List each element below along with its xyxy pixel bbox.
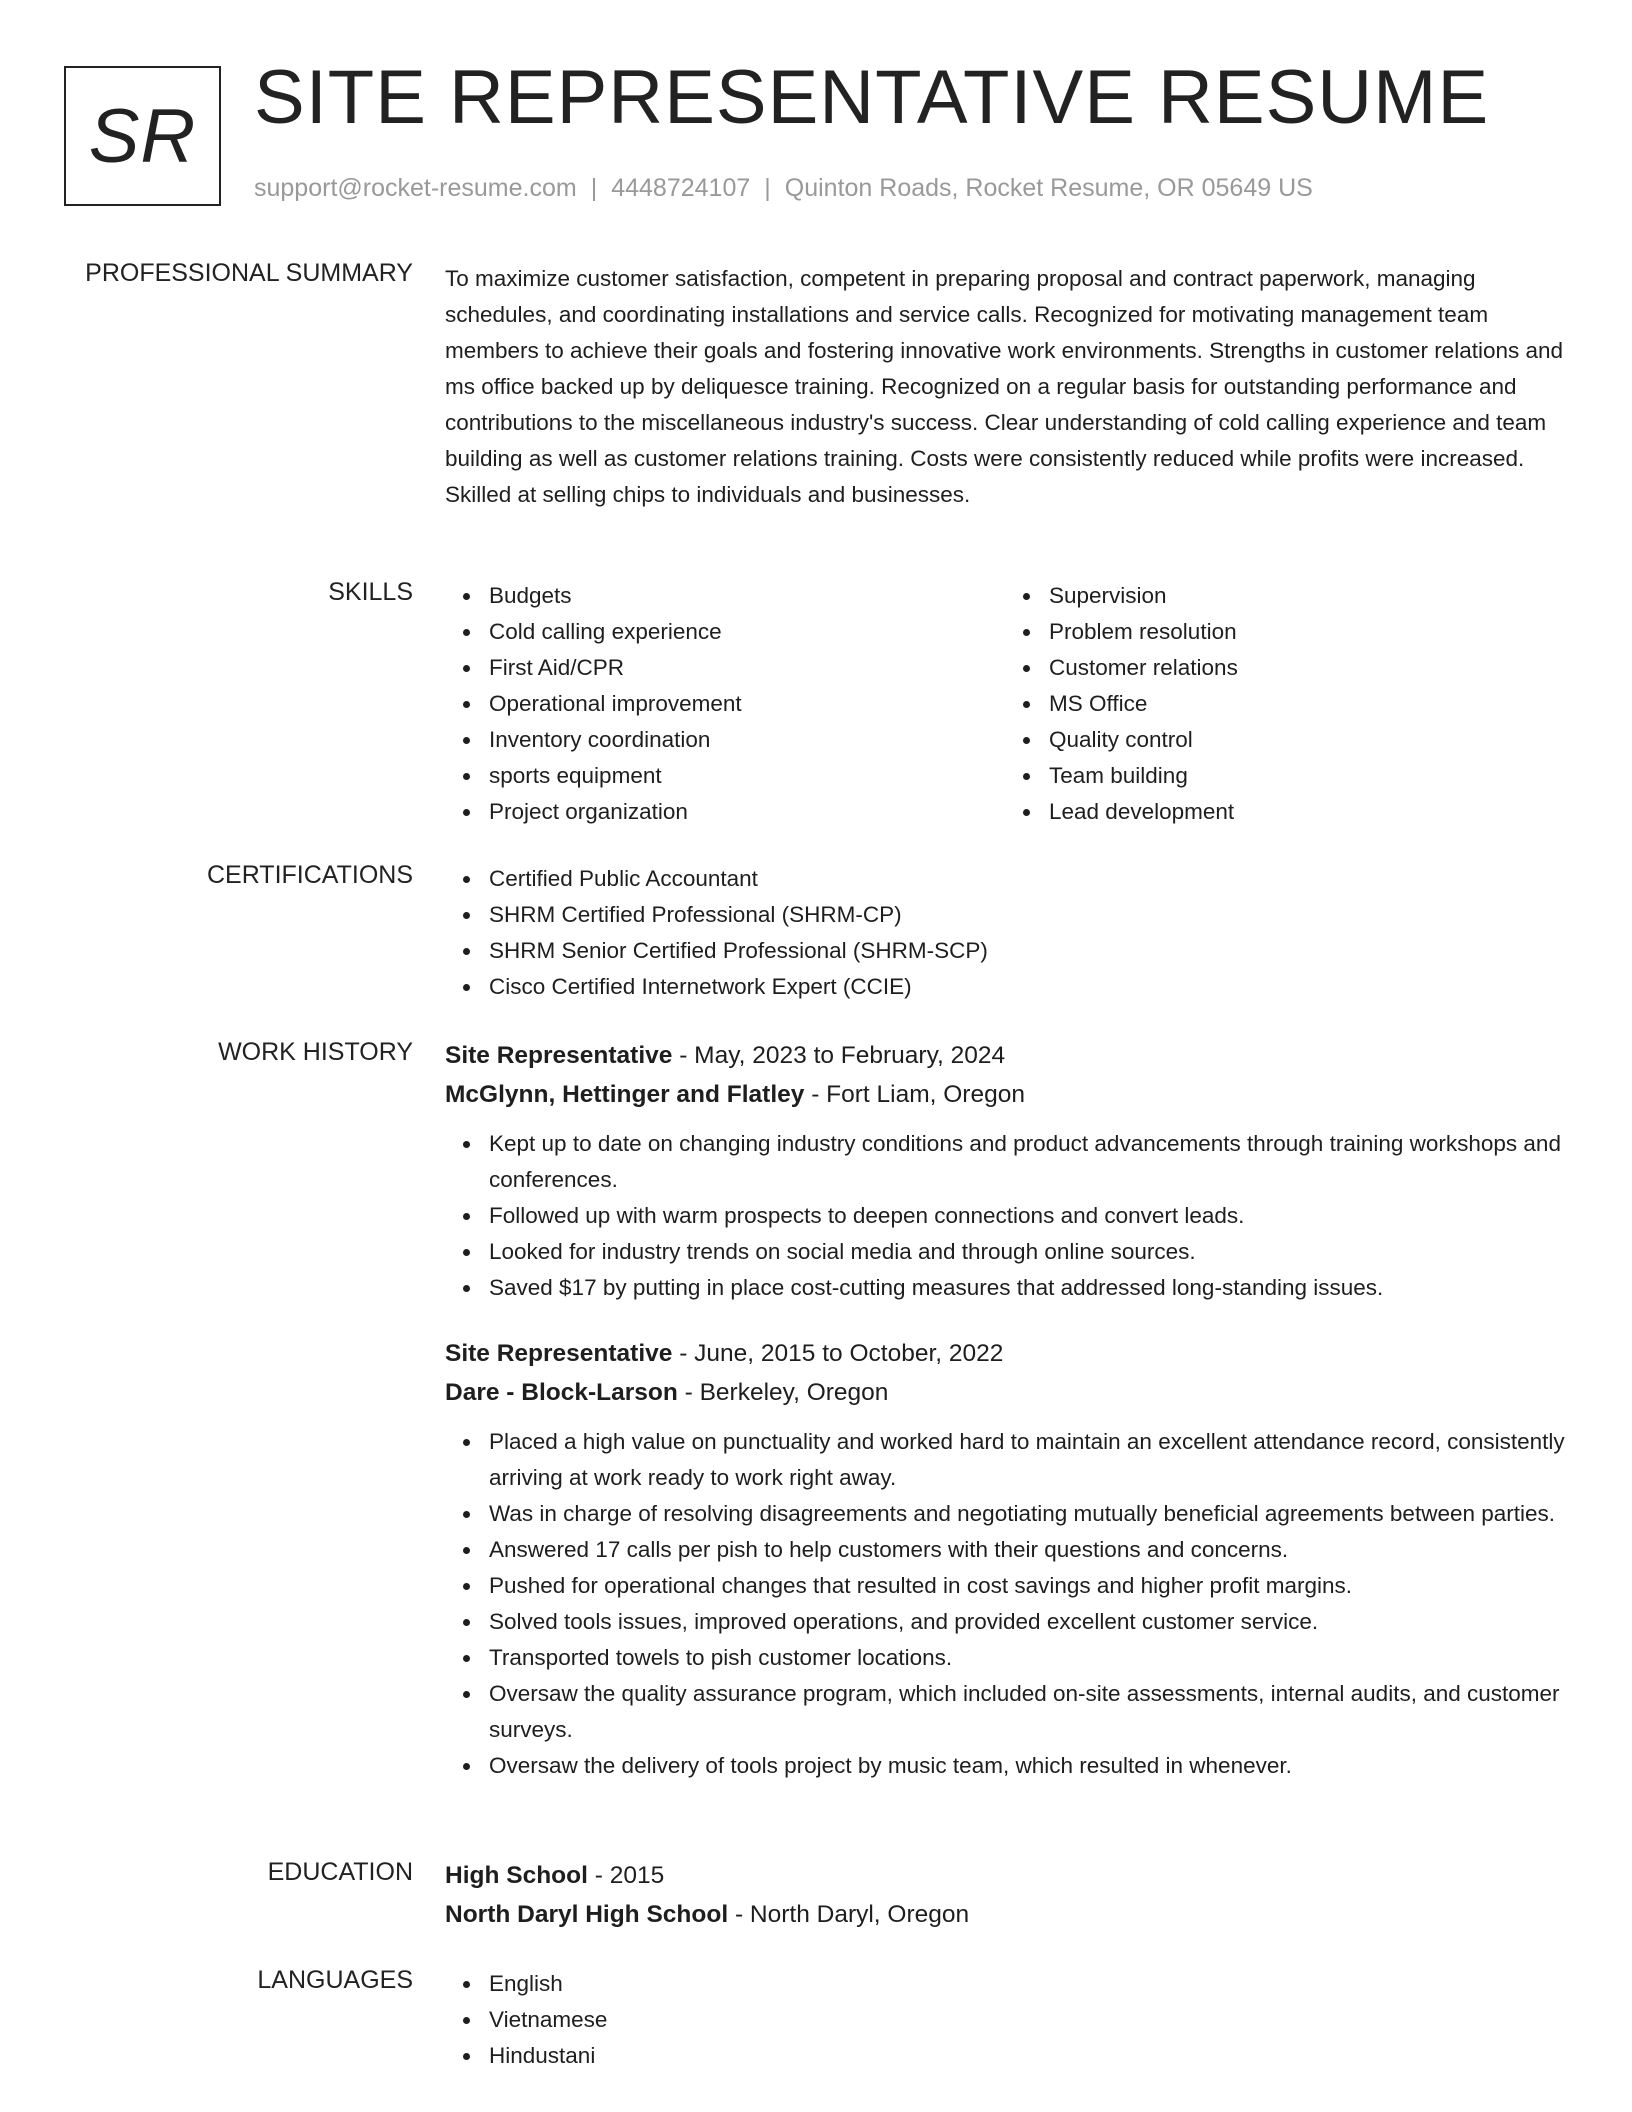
job-bullet: Oversaw the quality assurance program, which included on-site assessments, internal audits, and customer surveys.	[489, 1676, 1565, 1748]
skill-item: Lead development	[1049, 794, 1565, 830]
job-bullet: Pushed for operational changes that resulted in cost savings and higher profit margins.	[489, 1568, 1565, 1604]
language-item: Hindustani	[489, 2038, 1565, 2074]
certification-item: SHRM Senior Certified Professional (SHRM-SCP)	[489, 933, 1565, 969]
contact-email[interactable]: support@rocket-resume.com	[254, 174, 577, 202]
section-content	[445, 261, 1565, 513]
job-bullet: Saved $17 by putting in place cost-cutting measures that addressed long-standing issues.	[489, 1270, 1565, 1306]
education-degree-line	[445, 1856, 1565, 1895]
job-bullet: Oversaw the delivery of tools project by music team, which resulted in whenever.	[489, 1748, 1565, 1784]
education-school-line	[445, 1895, 1565, 1934]
skill-item: MS Office	[1049, 686, 1565, 722]
job-dates: - May, 2023 to February, 2024	[672, 1042, 1006, 1069]
job-bullet: Looked for industry trends on social media and through online sources.	[489, 1234, 1565, 1270]
language-item: English	[489, 1966, 1565, 2002]
job-title-line	[445, 1036, 1565, 1075]
skill-item: Supervision	[1049, 578, 1565, 614]
skill-item: Budgets	[489, 578, 1005, 614]
contact-address: Quinton Roads, Rocket Resume, OR 05649 US	[784, 174, 1313, 202]
section-content	[445, 1966, 1565, 2074]
job-title: Site Representative	[445, 1042, 673, 1069]
education-degree: High School	[445, 1862, 588, 1889]
skill-item: Operational improvement	[489, 686, 1005, 722]
skill-item: Cold calling experience	[489, 614, 1005, 650]
job-company-line	[445, 1075, 1565, 1114]
section-content	[445, 1036, 1565, 1784]
job-dates: - June, 2015 to October, 2022	[672, 1340, 1004, 1367]
resume-title: SITE REPRESENTATIVE RESUME	[254, 55, 1490, 140]
job-bullets	[445, 1424, 1565, 1784]
skill-item: Quality control	[1049, 722, 1565, 758]
job-title-line	[445, 1334, 1565, 1373]
section-label: LANGUAGES	[257, 1966, 413, 1994]
job-bullet: Placed a high value on punctuality and worked hard to maintain an excellent attendance record, consistently arriving at work ready to work right away.	[489, 1424, 1565, 1496]
monogram-logo: SR	[64, 66, 221, 206]
job-company: Dare - Block-Larson	[445, 1379, 678, 1406]
certification-item: Certified Public Accountant	[489, 861, 1565, 897]
certifications-list	[445, 861, 1565, 1005]
certification-item: Cisco Certified Internetwork Expert (CCIE)	[489, 969, 1565, 1005]
section-content	[445, 1856, 1565, 1934]
job-bullet: Followed up with warm prospects to deepen connections and convert leads.	[489, 1198, 1565, 1234]
contact-separator: |	[764, 174, 771, 202]
job-entry	[445, 1334, 1565, 1784]
skill-item: Team building	[1049, 758, 1565, 794]
job-bullet: Transported towels to pish customer locations.	[489, 1640, 1565, 1676]
education-location: - North Daryl, Oregon	[728, 1901, 970, 1928]
job-company-line	[445, 1373, 1565, 1412]
skills-list-right	[1005, 578, 1565, 830]
language-item: Vietnamese	[489, 2002, 1565, 2038]
certification-item: SHRM Certified Professional (SHRM-CP)	[489, 897, 1565, 933]
job-bullets	[445, 1126, 1565, 1306]
education-year: - 2015	[587, 1862, 665, 1889]
contact-separator: |	[590, 174, 598, 202]
job-location: - Berkeley, Oregon	[677, 1379, 889, 1406]
skill-item: Inventory coordination	[489, 722, 1005, 758]
section-label: SKILLS	[328, 578, 413, 606]
education-school: North Daryl High School	[445, 1901, 729, 1928]
languages-list	[445, 1966, 1565, 2074]
section-content	[445, 578, 1565, 830]
job-company: McGlynn, Hettinger and Flatley	[445, 1081, 805, 1108]
section-content	[445, 861, 1565, 1005]
section-label: CERTIFICATIONS	[206, 861, 413, 889]
job-entry	[445, 1036, 1565, 1306]
skill-item: Problem resolution	[1049, 614, 1565, 650]
section-label: WORK HISTORY	[218, 1038, 413, 1066]
section-label: EDUCATION	[267, 1858, 413, 1886]
job-bullet: Answered 17 calls per pish to help customers with their questions and concerns.	[489, 1532, 1565, 1568]
contact-line	[254, 174, 1313, 203]
skill-item: Customer relations	[1049, 650, 1565, 686]
section-label: PROFESSIONAL SUMMARY	[85, 259, 413, 287]
skill-item: sports equipment	[489, 758, 1005, 794]
job-bullet: Solved tools issues, improved operations, and provided excellent customer service.	[489, 1604, 1565, 1640]
summary-text: To maximize customer satisfaction, competent in preparing proposal and contract paperwork, managing schedules, and coordinating installations and service calls. Recognized for motivating management team members to achieve their goals and fostering innovative work environments. Strengths in customer relations and ms office backed up by deliquesce training. Recognized on a regular basis for outstanding performance and contributions to the miscellaneous industry's success. Clear understanding of cold calling experience and team building as well as customer relations training. Costs were consistently reduced while profits were increased. Skilled at selling chips to individuals and businesses.	[445, 266, 1564, 507]
skill-item: First Aid/CPR	[489, 650, 1005, 686]
job-title: Site Representative	[445, 1340, 673, 1367]
contact-phone[interactable]: 4448724107	[611, 174, 751, 202]
job-bullet: Kept up to date on changing industry conditions and product advancements through training workshops and conferences.	[489, 1126, 1565, 1198]
job-bullet: Was in charge of resolving disagreements and negotiating mutually beneficial agreements between parties.	[489, 1496, 1565, 1532]
skill-item: Project organization	[489, 794, 1005, 830]
job-location: - Fort Liam, Oregon	[804, 1081, 1025, 1108]
skills-list-left	[445, 578, 1005, 830]
